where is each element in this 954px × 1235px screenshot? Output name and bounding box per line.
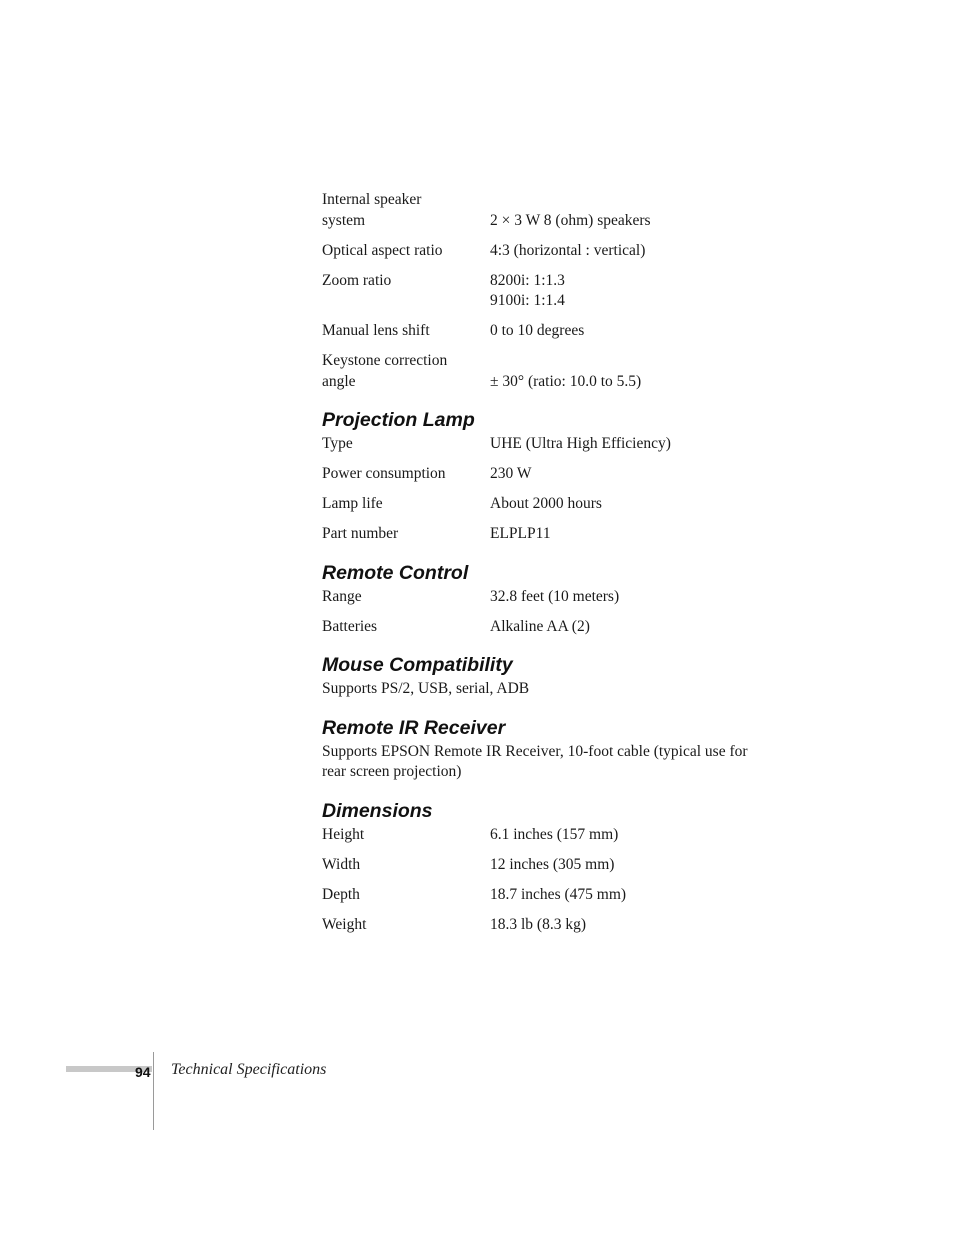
spec-value: 12 inches (305 mm) [490, 855, 615, 873]
spec-value: 32.8 feet (10 meters) [490, 587, 620, 605]
spec-label: Keystone correction angle [322, 352, 448, 390]
spec-content [322, 190, 792, 945]
spec-row [322, 855, 792, 876]
spec-row [322, 464, 792, 485]
spec-row [322, 524, 792, 545]
spec-label: Type [322, 435, 353, 452]
spec-value: 18.3 lb (8.3 kg) [490, 915, 587, 933]
footer-title: Technical Specifications [171, 1061, 327, 1078]
spec-value: 4:3 (horizontal : vertical) [490, 241, 646, 259]
spec-label: Lamp life [322, 495, 383, 512]
spec-label: Weight [322, 915, 367, 933]
section-title-projection-lamp: Projection Lamp [322, 409, 475, 431]
spec-value: 0 to 10 degrees [490, 322, 585, 339]
section-title-remote-ir-receiver: Remote IR Receiver [322, 716, 506, 739]
spec-value: About 2000 hours [490, 495, 602, 512]
section-title-dimensions: Dimensions [322, 799, 433, 822]
spec-label: Batteries [322, 617, 378, 635]
spec-label: Width [322, 855, 361, 873]
spec-label: Optical aspect ratio [322, 241, 443, 259]
spec-row-keystone [322, 351, 792, 392]
spec-row-lens-shift [322, 321, 792, 342]
spec-label: Power consumption [322, 465, 446, 482]
spec-label: Height [322, 825, 365, 843]
spec-label: Internal speaker system [322, 191, 422, 229]
spec-row-speaker [322, 190, 792, 231]
spec-row-zoom-ratio [322, 271, 792, 312]
spec-row [322, 825, 792, 846]
spec-row-aspect-ratio [322, 241, 792, 262]
spec-label: Zoom ratio [322, 271, 392, 289]
spec-row [322, 617, 792, 638]
spec-value: UHE (Ultra High Efficiency) [490, 435, 671, 452]
spec-value: 2 × 3 W 8 (ohm) speakers [490, 211, 651, 229]
spec-value: 230 W [490, 465, 532, 482]
section-title-remote-control: Remote Control [322, 561, 469, 584]
footer-divider [153, 1052, 154, 1130]
spec-value: Alkaline AA (2) [490, 617, 590, 635]
spec-row [322, 915, 792, 936]
spec-label: Part number [322, 525, 399, 542]
remote-ir-receiver-text: Supports EPSON Remote IR Receiver, 10-foot cable (typical use for rear screen projection) [322, 742, 748, 780]
spec-label: Range [322, 587, 362, 605]
mouse-compatibility-text: Supports PS/2, USB, serial, ADB [322, 680, 530, 697]
spec-row [322, 587, 792, 608]
spec-label: Depth [322, 885, 360, 903]
spec-row [322, 494, 792, 515]
page-number: 94 [135, 1064, 151, 1080]
section-title-mouse-compatibility: Mouse Compatibility [322, 654, 513, 676]
spec-value: 18.7 inches (475 mm) [490, 885, 627, 903]
spec-row [322, 885, 792, 906]
spec-value: 8200i: 1:1.3 9100i: 1:1.4 [490, 271, 565, 309]
spec-value: ELPLP11 [490, 525, 551, 542]
spec-value: ± 30° (ratio: 10.0 to 5.5) [490, 372, 642, 390]
spec-value: 6.1 inches (157 mm) [490, 825, 619, 843]
spec-row [322, 434, 792, 455]
spec-label: Manual lens shift [322, 322, 430, 339]
